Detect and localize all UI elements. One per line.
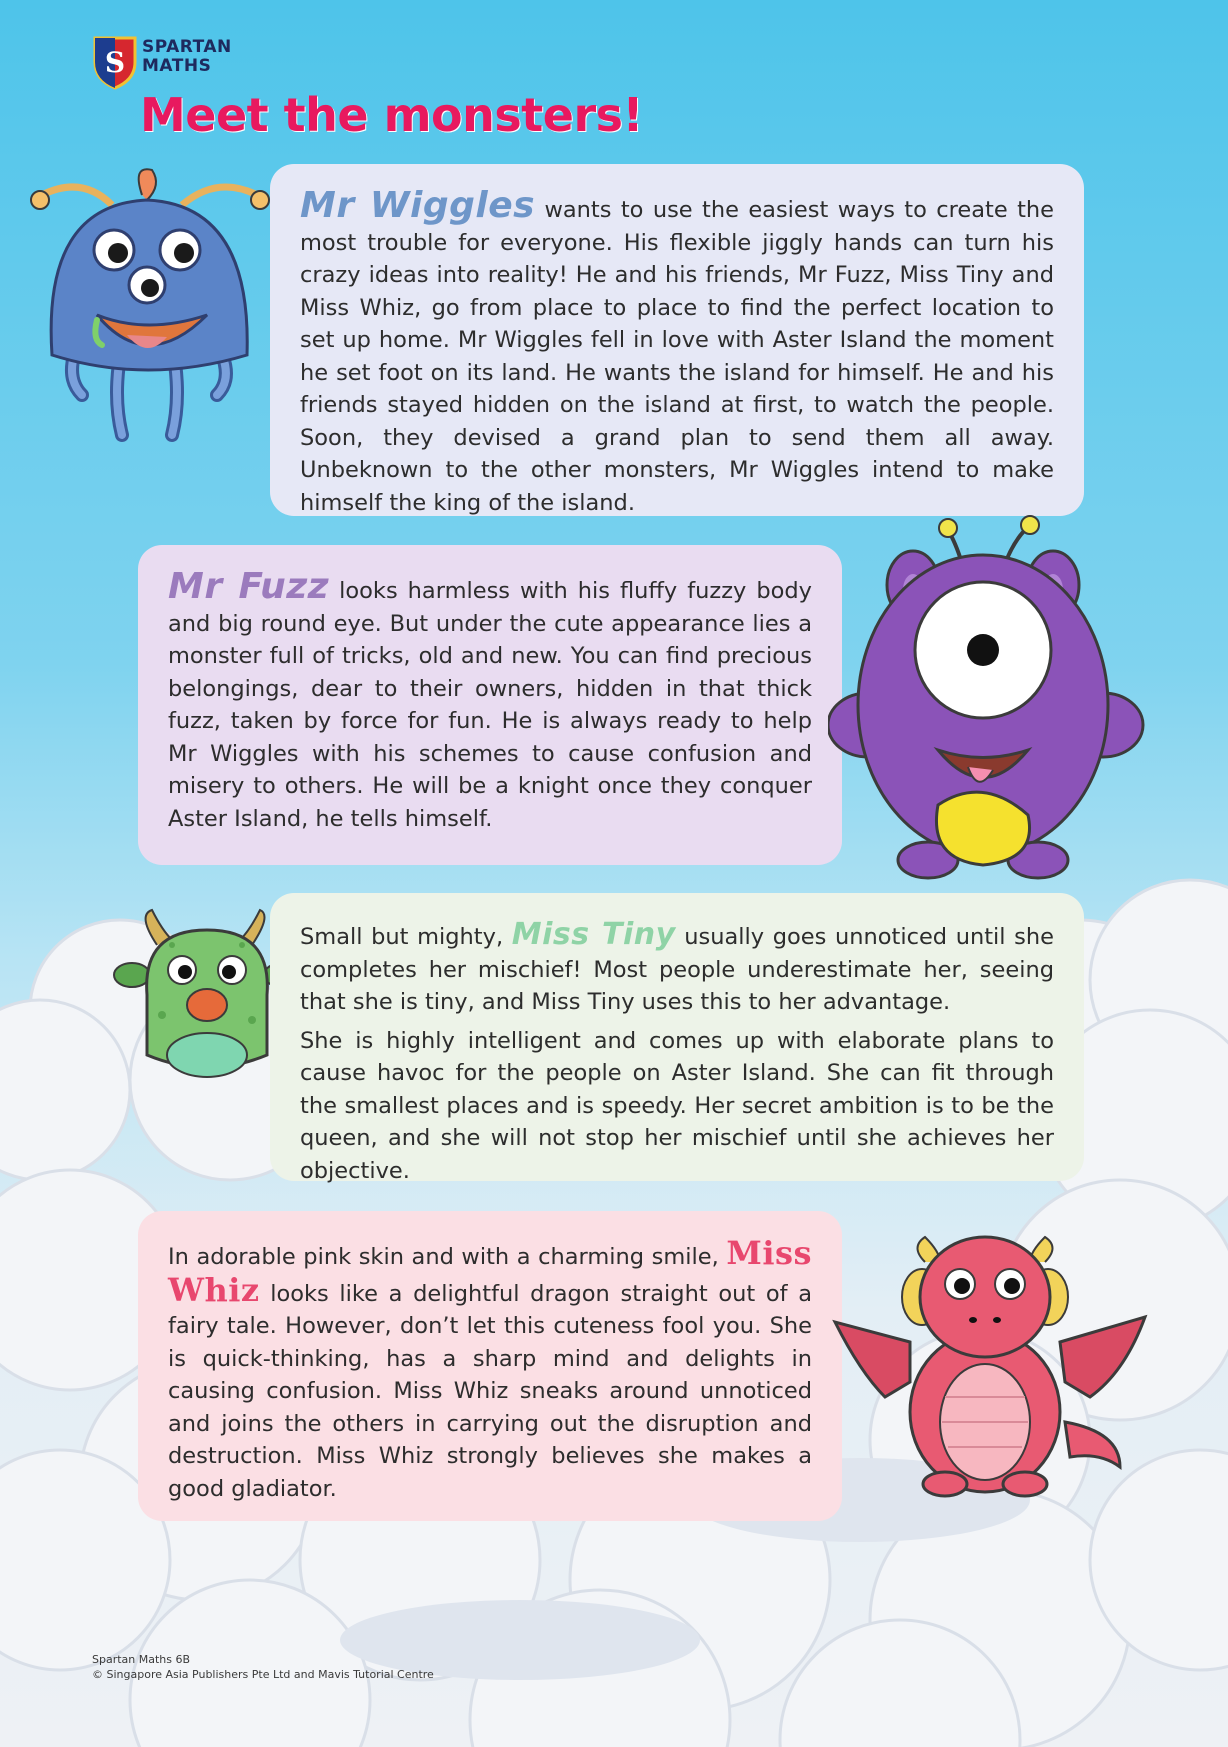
mr-wiggles-text: wants to use the easiest ways to create the most trouble for everyone. His flexible jiggly hands can turn his crazy ideas into reality! He and his friends, Mr Fuzz, Miss Tiny and Miss Whiz, go from place to place to find the perfect location to set up home. Mr Wiggles fell in love with Aster Island the moment he set foot on its land. He wants the island for himself. He and his friends stayed hidden on the island at first, to watch the people. Soon, they devised a grand plan to send them all away. Unbeknown to the other monsters, Mr Wiggles intend to make himself the king of the island. <box>300 197 1054 516</box>
miss-whiz-description <box>168 1234 812 1505</box>
miss-tiny-description <box>300 919 1054 1019</box>
miss-tiny-text: usually goes unnoticed until she completes her mischief! Most people underestimate her, seeing that she is tiny, and Miss Tiny uses this to her advantage. <box>300 924 1054 1015</box>
mr-fuzz-description <box>168 566 812 835</box>
svg-text:S: S <box>104 46 126 79</box>
brand-name <box>142 38 232 76</box>
miss-tiny-card <box>270 893 1084 1184</box>
miss-tiny-intro: Small but mighty, <box>300 924 512 950</box>
brand-line-2: MATHS <box>142 56 212 76</box>
brand-line-1: SPARTAN <box>142 37 232 57</box>
miss-tiny-description-2: She is highly intelligent and comes up with elaborate plans to cause havoc for the people on Aster Island. She can fit through the smallest places and is speedy. Her secret ambition is to be the queen, and she will not stop her mischief until she achieves her objective. <box>300 1027 1054 1184</box>
miss-whiz-card <box>138 1211 842 1521</box>
footer <box>92 1652 434 1682</box>
miss-tiny-name: Miss Tiny <box>511 917 676 952</box>
shield-icon <box>92 34 138 90</box>
blue-three-eyed-monster-icon <box>22 165 272 465</box>
miss-whiz-text: looks like a delightful dragon straight out of a fairy tale. However, don’t let this cuteness fool you. She is quick-thinking, has a sharp mind and delights in causing confusion. Miss Whiz sneaks around unnoticed and joins the others in carrying out the disruption and destruction. Miss Whiz strongly believes she makes a good gladiator. <box>168 1280 812 1502</box>
spartan-maths-logo <box>92 34 232 90</box>
footer-copyright: © Singapore Asia Publishers Pte Ltd and Mavis Tutorial Centre <box>92 1668 434 1681</box>
miss-whiz-intro: In adorable pink skin and with a charming smile, <box>168 1244 727 1270</box>
mr-fuzz-card <box>138 545 842 865</box>
mr-wiggles-description <box>300 185 1054 519</box>
page-title: Meet the monsters! <box>140 88 644 142</box>
purple-one-eyed-monster-icon <box>828 515 1148 895</box>
mr-wiggles-card <box>270 164 1084 516</box>
footer-book-title: Spartan Maths 6B <box>92 1653 191 1666</box>
pink-dragon-monster-icon <box>830 1222 1150 1502</box>
miss-whiz-name: Miss Whiz <box>168 1234 812 1309</box>
mr-wiggles-name: Mr Wiggles <box>300 185 536 226</box>
mr-fuzz-name: Mr Fuzz <box>168 566 330 607</box>
mr-fuzz-text: looks harmless with his fluffy fuzzy body and big round eye. But under the cute appearance lies a monster full of tricks, old and new. You can find precious belongings, dear to their owners, hidden in that thick fuzz, taken by force for fun. He is always ready to help Mr Wiggles with his schemes to cause confusion and misery to others. He will be a knight once they conquer Aster Island, he tells himself. <box>168 578 812 832</box>
